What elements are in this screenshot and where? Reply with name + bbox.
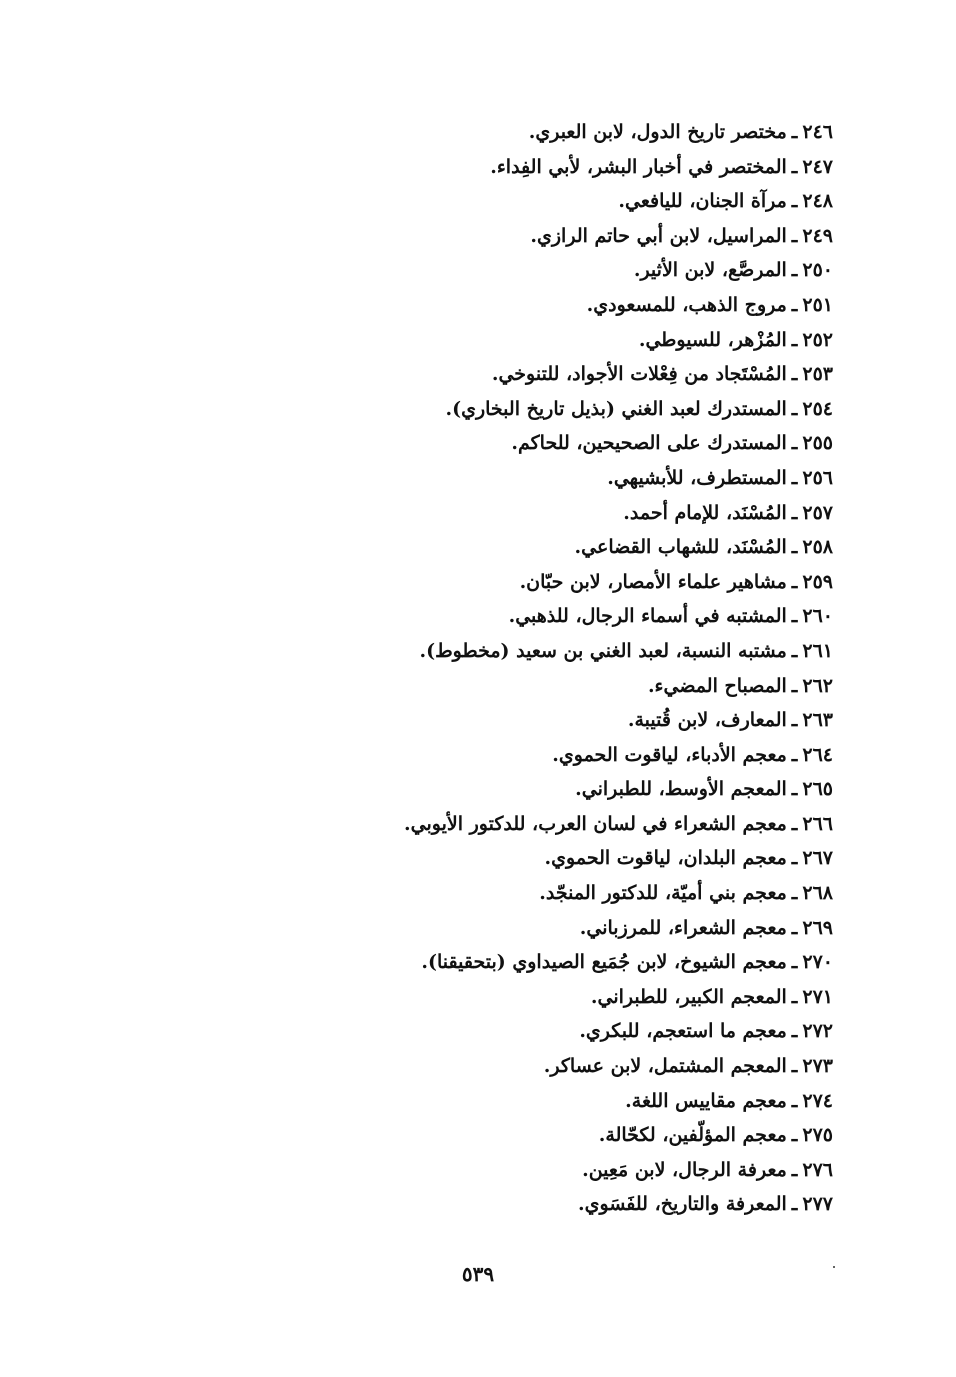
entry-number: ٢٧٣ bbox=[802, 1055, 833, 1078]
entry-separator: ـ bbox=[791, 259, 798, 282]
entry-title: معجم البلدان، لياقوت الحموي. bbox=[544, 847, 787, 870]
list-item bbox=[293, 599, 833, 634]
entry-separator: ـ bbox=[791, 951, 798, 974]
entry-title: مشاهير علماء الأمصار، لابن حبّان. bbox=[519, 570, 787, 593]
entry-separator: ـ bbox=[791, 397, 798, 420]
entry-separator: ـ bbox=[791, 190, 798, 213]
list-item bbox=[293, 1084, 833, 1119]
entry-title: المشتبه في أسماء الرجال، للذهبي. bbox=[508, 605, 787, 628]
entry-number: ٢٥٢ bbox=[802, 328, 833, 351]
entry-number: ٢٦٨ bbox=[802, 882, 833, 905]
list-item bbox=[293, 911, 833, 946]
list-item bbox=[293, 426, 833, 461]
entry-number: ٢٧٢ bbox=[802, 1020, 833, 1043]
entry-title: المرصَّع، لابن الأثير. bbox=[633, 259, 787, 282]
list-item bbox=[293, 184, 833, 219]
entry-separator: ـ bbox=[791, 674, 798, 697]
entry-separator: ـ bbox=[791, 224, 798, 247]
list-item bbox=[293, 496, 833, 531]
entry-number: ٢٥٨ bbox=[802, 536, 833, 559]
entry-title: المصباح المضيء. bbox=[647, 674, 787, 697]
entry-title: معجم بني أميّة، للدكتور المنجّد. bbox=[539, 882, 787, 905]
entry-number: ٢٦٧ bbox=[802, 847, 833, 870]
entry-title: معرفة الرجال، لابن مَعِين. bbox=[582, 1158, 787, 1181]
entry-title: مختصر تاريخ الدول، لابن العبري. bbox=[528, 121, 787, 143]
entry-title: المختصر في أخبار البشر، لأبي الفِداء. bbox=[490, 155, 787, 178]
entry-number: ٢٥٩ bbox=[802, 570, 833, 593]
list-item bbox=[293, 115, 833, 150]
entry-number: ٢٥٧ bbox=[802, 501, 833, 524]
list-item bbox=[293, 392, 833, 427]
list-item bbox=[293, 1187, 833, 1222]
entry-separator: ـ bbox=[791, 363, 798, 386]
entry-separator: ـ bbox=[791, 847, 798, 870]
entry-title: معجم الأدباء، لياقوت الحموي. bbox=[552, 743, 787, 766]
list-item bbox=[293, 1153, 833, 1188]
entry-separator: ـ bbox=[791, 743, 798, 766]
entry-separator: ـ bbox=[791, 882, 798, 905]
list-item bbox=[293, 772, 833, 807]
list-item bbox=[293, 1118, 833, 1153]
entry-title: المستدرك على الصحيحين، للحاكم. bbox=[511, 432, 787, 455]
list-item bbox=[293, 876, 833, 911]
entry-title: المُسْتَجاد من فِعْلات الأجواد، للتنوخي. bbox=[491, 363, 787, 386]
entry-separator: ـ bbox=[791, 1089, 798, 1112]
entry-number: ٢٥٦ bbox=[802, 466, 833, 489]
entry-number: ٢٦٢ bbox=[802, 674, 833, 697]
entry-title: معجم الشيوخ، لابن جُمَيع الصيداوي (بتحقيقنا). bbox=[421, 951, 787, 974]
entry-title: المعجم المشتمل، لابن عساكر. bbox=[543, 1055, 787, 1078]
entry-separator: ـ bbox=[791, 1124, 798, 1147]
entry-number: ٢٤٦ bbox=[802, 121, 833, 143]
list-item bbox=[293, 634, 833, 669]
entry-title: المُسْنَد، للإمام أحمد. bbox=[623, 501, 787, 524]
list-item bbox=[293, 738, 833, 773]
entry-separator: ـ bbox=[791, 1020, 798, 1043]
entry-separator: ـ bbox=[791, 639, 798, 662]
entry-title: المُسْنَد، للشهاب القضاعي. bbox=[574, 536, 787, 559]
list-item bbox=[293, 530, 833, 565]
entry-separator: ـ bbox=[791, 432, 798, 455]
entry-title: المستطرف، للأبشيهي. bbox=[607, 466, 787, 489]
page-number: ٥٣٩ bbox=[461, 1262, 495, 1286]
entry-separator: ـ bbox=[791, 605, 798, 628]
entry-number: ٢٧٥ bbox=[802, 1124, 833, 1147]
entry-title: المعجم الكبير، للطبراني. bbox=[590, 985, 787, 1008]
list-item bbox=[293, 841, 833, 876]
entry-number: ٢٦٤ bbox=[802, 743, 833, 766]
bibliography-list bbox=[293, 115, 833, 1222]
entry-number: ٢٦٩ bbox=[802, 916, 833, 939]
entry-number: ٢٤٩ bbox=[802, 224, 833, 247]
entry-title: المستدرك لعبد الغني (بذيل تاريخ البخاري). bbox=[445, 397, 787, 420]
entry-separator: ـ bbox=[791, 916, 798, 939]
entry-number: ٢٧٦ bbox=[802, 1158, 833, 1181]
entry-separator: ـ bbox=[791, 121, 798, 143]
entry-separator: ـ bbox=[791, 536, 798, 559]
list-item bbox=[293, 253, 833, 288]
list-item bbox=[293, 1049, 833, 1084]
entry-number: ٢٦١ bbox=[802, 639, 833, 662]
entry-separator: ـ bbox=[791, 328, 798, 351]
list-item bbox=[293, 807, 833, 842]
entry-separator: ـ bbox=[791, 570, 798, 593]
list-item bbox=[293, 945, 833, 980]
list-item bbox=[293, 288, 833, 323]
entry-title: المعرفة والتاريخ، للفَسَوي. bbox=[578, 1193, 787, 1216]
entry-title: معجم المؤلّفين، لكحّالة. bbox=[598, 1124, 787, 1147]
entry-number: ٢٥٣ bbox=[802, 363, 833, 386]
entry-title: المعجم الأوسط، للطبراني. bbox=[575, 778, 787, 801]
list-item bbox=[293, 980, 833, 1015]
entry-number: ٢٧٤ bbox=[802, 1089, 833, 1112]
entry-number: ٢٧٠ bbox=[802, 951, 833, 974]
entry-separator: ـ bbox=[791, 778, 798, 801]
entry-separator: ـ bbox=[791, 1158, 798, 1181]
entry-number: ٢٥٠ bbox=[802, 259, 833, 282]
entry-title: المعارف، لابن قُتيبة. bbox=[627, 709, 787, 732]
list-item bbox=[293, 219, 833, 254]
list-item bbox=[293, 357, 833, 392]
entry-title: مرآة الجنان، لليافعي. bbox=[618, 190, 787, 213]
entry-title: معجم ما استعجم، للبكري. bbox=[579, 1020, 787, 1043]
entry-number: ٢٤٨ bbox=[802, 190, 833, 213]
entry-separator: ـ bbox=[791, 985, 798, 1008]
entry-separator: ـ bbox=[791, 812, 798, 835]
entry-title: معجم الشعراء، للمرزباني. bbox=[579, 916, 787, 939]
list-item bbox=[293, 669, 833, 704]
entry-separator: ـ bbox=[791, 709, 798, 732]
entry-number: ٢٥٤ bbox=[802, 397, 833, 420]
entry-title: معجم مقاييس اللغة. bbox=[625, 1089, 787, 1112]
list-item bbox=[293, 1014, 833, 1049]
list-item bbox=[293, 323, 833, 358]
entry-number: ٢٤٧ bbox=[802, 155, 833, 178]
entry-title: معجم الشعراء في لسان العرب، للدكتور الأيوبي. bbox=[404, 812, 787, 835]
list-item bbox=[293, 703, 833, 738]
entry-title: مروج الذهب، للمسعودي. bbox=[586, 293, 787, 316]
entry-number: ٢٦٥ bbox=[802, 778, 833, 801]
entry-title: المراسيل، لابن أبي حاتم الرازي. bbox=[530, 224, 787, 247]
list-item bbox=[293, 565, 833, 600]
list-item bbox=[293, 461, 833, 496]
entry-number: ٢٧٧ bbox=[802, 1193, 833, 1216]
entry-separator: ـ bbox=[791, 466, 798, 489]
entry-number: ٢٥٥ bbox=[802, 432, 833, 455]
entry-title: مشتبه النسبة، لعبد الغني بن سعيد (مخطوط). bbox=[419, 639, 787, 662]
entry-number: ٢٥١ bbox=[802, 293, 833, 316]
scan-speck bbox=[833, 1266, 835, 1268]
entry-separator: ـ bbox=[791, 155, 798, 178]
entry-number: ٢٦٣ bbox=[802, 709, 833, 732]
entry-number: ٢٦٦ bbox=[802, 812, 833, 835]
entry-separator: ـ bbox=[791, 1055, 798, 1078]
entry-separator: ـ bbox=[791, 1193, 798, 1216]
entry-number: ٢٦٠ bbox=[802, 605, 833, 628]
entry-number: ٢٧١ bbox=[802, 985, 833, 1008]
entry-title: المُزْهر، للسيوطي. bbox=[638, 328, 787, 351]
entry-separator: ـ bbox=[791, 501, 798, 524]
list-item bbox=[293, 150, 833, 185]
entry-separator: ـ bbox=[791, 293, 798, 316]
